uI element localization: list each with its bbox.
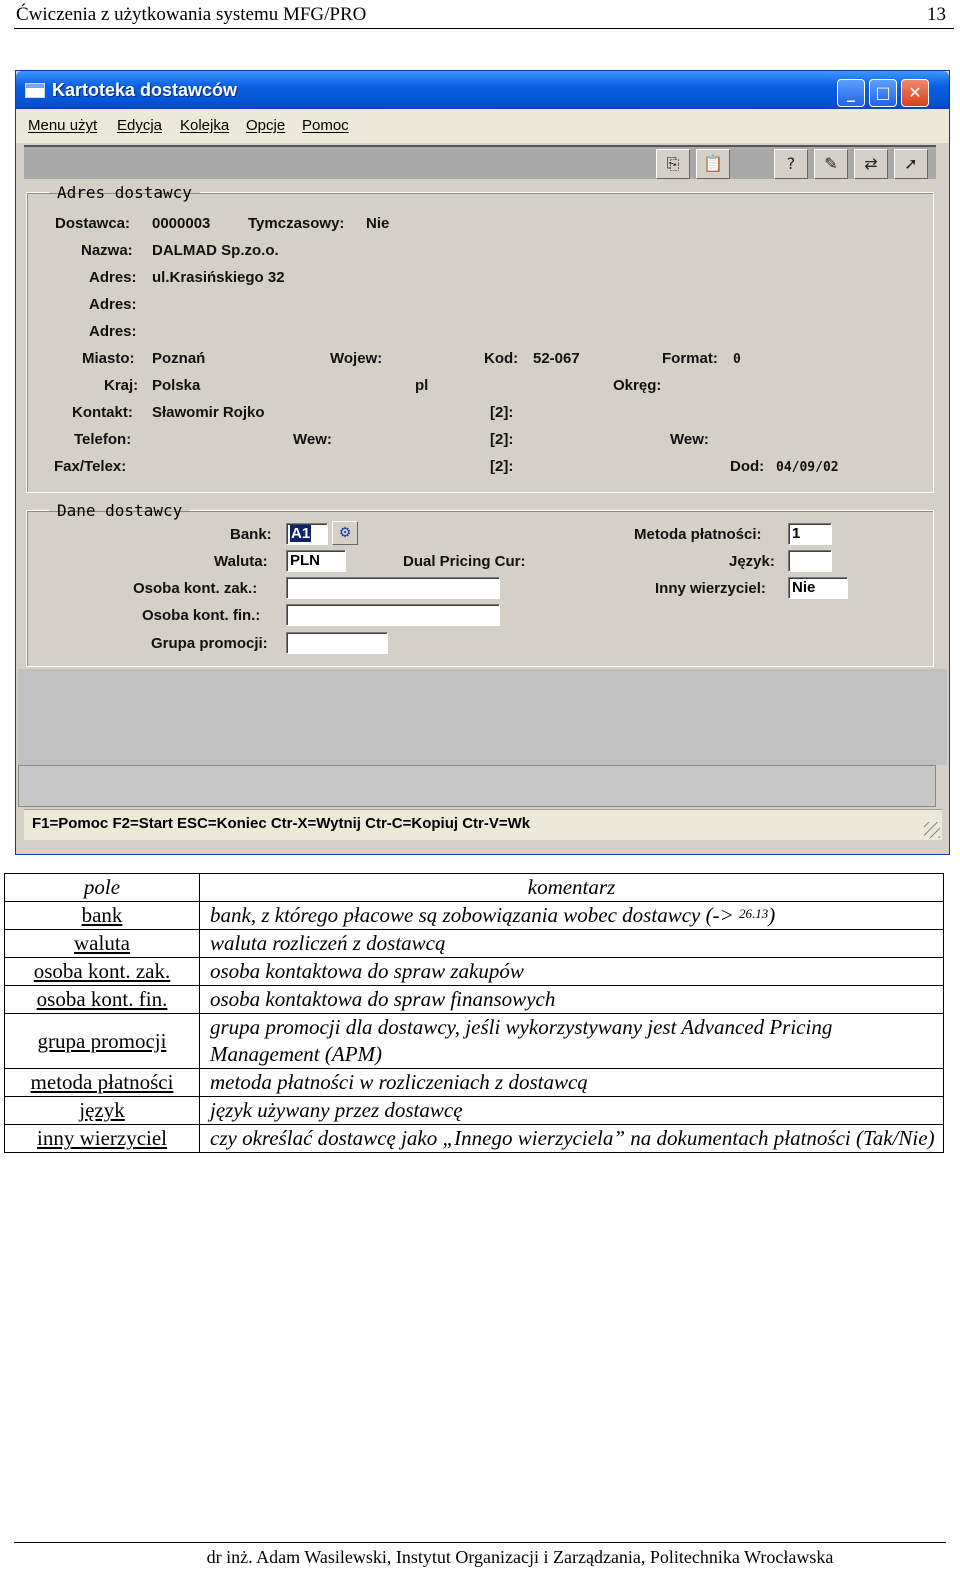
footer-text: dr inż. Adam Wasilewski, Instytut Organizacji i Zarządzania, Politechnika Wrocławska xyxy=(206,1547,834,1567)
exchange-icon[interactable]: ⇄ xyxy=(854,149,888,179)
table-row xyxy=(5,902,944,930)
format-label: Format: xyxy=(662,350,718,367)
empty-panel xyxy=(18,669,947,765)
field-name: język xyxy=(79,1098,125,1122)
kraj-code-value[interactable]: pl xyxy=(415,377,429,394)
row-field xyxy=(5,1125,200,1153)
bank-input[interactable] xyxy=(286,523,328,545)
row-field xyxy=(5,1014,200,1069)
table-row xyxy=(5,1097,944,1125)
format-value[interactable]: 0 xyxy=(733,352,741,367)
dual-pricing-label: Dual Pricing Cur: xyxy=(403,553,526,570)
row-field xyxy=(5,986,200,1014)
field-description-table xyxy=(4,873,944,1153)
reference-superscript: 26.13 xyxy=(739,906,769,921)
miasto-value[interactable]: Poznań xyxy=(152,350,206,367)
dod-value[interactable]: 04/09/02 xyxy=(776,460,839,475)
row-comment: osoba kontaktowa do spraw zakupów xyxy=(200,958,944,986)
kraj-label: Kraj: xyxy=(104,377,139,394)
metoda-platnosci-label: Metoda płatności: xyxy=(634,526,762,543)
row-comment: osoba kontaktowa do spraw finansowych xyxy=(200,986,944,1014)
title-bar[interactable] xyxy=(16,71,949,109)
jezyk-input[interactable] xyxy=(788,550,832,572)
menu-bar xyxy=(16,109,949,143)
telefon-label: Telefon: xyxy=(74,431,132,448)
tymczasowy-value[interactable]: Nie xyxy=(366,215,390,232)
table-row xyxy=(5,1069,944,1097)
copy-icon[interactable]: ⎘ xyxy=(656,149,690,179)
grupa-promocji-input[interactable] xyxy=(286,632,388,654)
help-pointer-icon[interactable]: ? xyxy=(774,149,808,179)
maximize-button[interactable]: □ xyxy=(869,79,897,107)
menu-item-opcje[interactable]: Opcje xyxy=(246,117,286,134)
table-row xyxy=(5,986,944,1014)
page-header xyxy=(14,2,954,29)
osoba-zak-input[interactable] xyxy=(286,577,500,599)
field-name: osoba kont. zak. xyxy=(33,959,171,983)
waluta-label: Waluta: xyxy=(214,553,268,570)
adres3-label: Adres: xyxy=(89,323,137,340)
field-name: grupa promocji xyxy=(37,1028,167,1053)
jezyk-label: Język: xyxy=(729,553,775,570)
supplier-window xyxy=(15,70,950,855)
kraj-value[interactable]: Polska xyxy=(152,377,201,394)
kontakt-label: Kontakt: xyxy=(72,404,133,421)
form-area xyxy=(24,179,936,669)
nazwa-value[interactable]: DALMAD Sp.zo.o. xyxy=(152,242,279,259)
row-comment: czy określać dostawcę jako „Innego wierzyciela” na dokumentach płatności (Tak/Nie) xyxy=(200,1125,944,1153)
document-title: Ćwiczenia z użytkowania systemu MFG/PRO xyxy=(16,4,367,25)
osoba-fin-input[interactable] xyxy=(286,604,500,626)
header-pole: pole xyxy=(5,874,200,902)
osoba-zak-label: Osoba kont. zak.: xyxy=(133,580,258,597)
field-name: metoda płatności xyxy=(30,1070,174,1094)
row-comment: język używany przez dostawcę xyxy=(200,1097,944,1125)
menu-item-kolejka[interactable]: Kolejka xyxy=(180,117,230,134)
menu-item-menu-uzyt[interactable]: Menu użyt xyxy=(28,117,98,134)
fax2-label: [2]: xyxy=(490,458,514,475)
field-name: bank xyxy=(81,903,123,927)
row-field xyxy=(5,958,200,986)
row-field xyxy=(5,1069,200,1097)
status-bar xyxy=(24,809,942,840)
table-row xyxy=(5,958,944,986)
window-title: Kartoteka dostawców xyxy=(52,80,238,100)
grupa-promocji-label: Grupa promocji: xyxy=(151,635,268,652)
telefon2-label: [2]: xyxy=(490,431,514,448)
row-comment xyxy=(200,902,944,930)
row-comment: waluta rozliczeń z dostawcą xyxy=(200,930,944,958)
edit-help-icon[interactable]: ✎ xyxy=(814,149,848,179)
go-icon[interactable]: ➚ xyxy=(894,149,928,179)
field-name: inny wierzyciel xyxy=(36,1126,168,1150)
nazwa-label: Nazwa: xyxy=(81,242,133,259)
okreg-label: Okręg: xyxy=(613,377,662,394)
inny-wierzyciel-input[interactable]: Nie xyxy=(788,577,848,599)
table-row xyxy=(5,1125,944,1153)
row-field xyxy=(5,1097,200,1125)
adres1-value[interactable]: ul.Krasińskiego 32 xyxy=(152,269,285,286)
row-field xyxy=(5,930,200,958)
kontakt2-label: [2]: xyxy=(490,404,514,421)
menu-item-edycja[interactable]: Edycja xyxy=(117,117,163,134)
header-komentarz: komentarz xyxy=(200,874,944,902)
row-comment: grupa promocji dla dostawcy, jeśli wykorzystywany jest Advanced Pricing Management (APM) xyxy=(200,1014,944,1069)
kod-label: Kod: xyxy=(484,350,519,367)
wojew-label: Wojew: xyxy=(330,350,383,367)
window-app-icon xyxy=(25,83,45,98)
address-legend: Adres dostawcy xyxy=(57,183,192,202)
wew2-label: Wew: xyxy=(670,431,709,448)
comment-text: bank, z którego płacowe są zobowiązania wobec dostawcy (-> xyxy=(210,903,734,927)
menu-item-pomoc[interactable]: Pomoc xyxy=(302,117,349,134)
fax-label: Fax/Telex: xyxy=(54,458,127,475)
dod-label: Dod: xyxy=(730,458,765,475)
page-number: 13 xyxy=(927,4,946,25)
adres2-label: Adres: xyxy=(89,296,137,313)
close-button[interactable]: ✕ xyxy=(901,79,929,107)
row-field xyxy=(5,902,200,930)
waluta-input[interactable]: PLN xyxy=(286,550,346,572)
table-row xyxy=(5,930,944,958)
table-header-row xyxy=(5,874,944,902)
dostawca-label: Dostawca: xyxy=(55,215,131,232)
minimize-button[interactable]: _ xyxy=(837,79,865,107)
wew-label: Wew: xyxy=(293,431,332,448)
osoba-fin-label: Osoba kont. fin.: xyxy=(142,607,261,624)
inny-wierzyciel-label: Inny wierzyciel: xyxy=(655,580,766,597)
supplier-data-legend: Dane dostawcy xyxy=(57,501,183,520)
status-text: F1=Pomoc F2=Start ESC=Koniec Ctr-X=Wytnij Ctr-C=Kopiuj Ctr-V=Wk xyxy=(32,815,531,832)
page-footer xyxy=(14,1542,946,1568)
row-comment: metoda płatności w rozliczeniach z dostawcą xyxy=(200,1069,944,1097)
miasto-label: Miasto: xyxy=(82,350,135,367)
field-name: waluta xyxy=(74,931,130,955)
resize-grip-icon[interactable] xyxy=(924,822,940,838)
lookup-icon[interactable]: ⚙ xyxy=(332,521,358,545)
bank-label: Bank: xyxy=(230,526,272,543)
comment-tail: ) xyxy=(768,903,776,927)
toolbar xyxy=(24,145,936,181)
message-area xyxy=(18,765,936,807)
field-name: osoba kont. fin. xyxy=(36,987,168,1011)
paste-icon[interactable]: 📋 xyxy=(696,149,730,179)
kod-value[interactable]: 52-067 xyxy=(533,350,580,367)
table-row xyxy=(5,1014,944,1069)
bank-input-value: A1 xyxy=(291,525,311,542)
metoda-platnosci-input[interactable]: 1 xyxy=(788,523,832,545)
kontakt-value[interactable]: Sławomir Rojko xyxy=(152,404,265,421)
adres1-label: Adres: xyxy=(89,269,137,286)
tymczasowy-label: Tymczasowy: xyxy=(248,215,345,232)
dostawca-value[interactable]: 0000003 xyxy=(152,215,211,232)
